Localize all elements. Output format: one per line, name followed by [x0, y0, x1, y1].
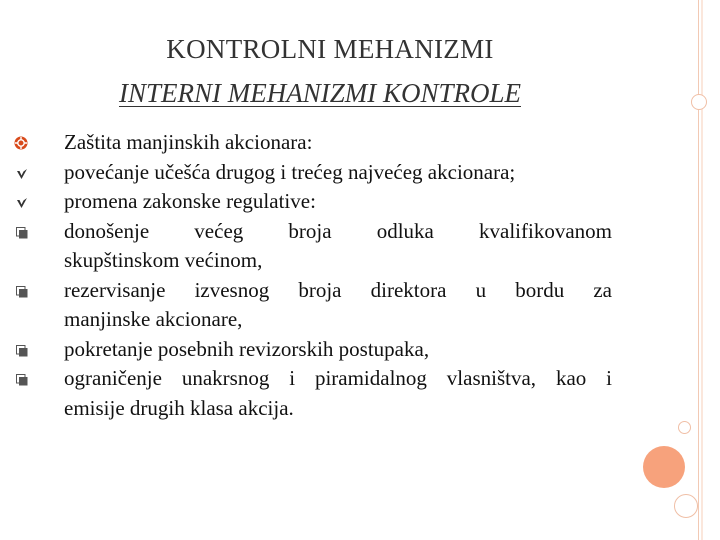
- item-text-line1: donošenje većeg broja odluka kvalifikovanom: [64, 218, 612, 243]
- square-bullet-icon: [14, 364, 64, 394]
- decorative-circle: [643, 446, 685, 488]
- item-text: Zaštita manjinskih akcionara:: [64, 130, 313, 154]
- list-item: [14, 187, 612, 217]
- decorative-side-rule: [698, 0, 700, 540]
- list-item: [14, 276, 612, 335]
- square-bullet-icon: [14, 335, 64, 365]
- item-text-line1: ograničenje unakrsnog i piramidalnog vlasništva, kao i: [64, 366, 612, 390]
- square-bullet-icon: [14, 276, 64, 306]
- item-text-line2: manjinske akcionare,: [64, 307, 243, 331]
- check-bullet-icon: [14, 187, 64, 217]
- circle-bullet-icon: [14, 128, 64, 158]
- list-item: [14, 158, 612, 188]
- square-bullet-icon: [14, 217, 64, 247]
- item-text: promena zakonske regulative:: [64, 189, 316, 213]
- decorative-circle: [691, 94, 707, 110]
- list-item: [14, 128, 612, 158]
- list-item: [14, 217, 612, 276]
- slide-title: KONTROLNI MEHANIZMI: [166, 34, 494, 64]
- decorative-circle: [678, 421, 691, 434]
- item-text-line1: rezervisanje izvesnog broja direktora u bordu za: [64, 277, 612, 302]
- check-bullet-icon: [14, 158, 64, 188]
- decorative-circle: [674, 494, 698, 518]
- slide-subtitle: INTERNI MEHANIZMI KONTROLE: [118, 78, 521, 108]
- bullet-list: [14, 128, 612, 423]
- item-text: povećanje učešća drugog i trećeg najvećeg akcionara;: [64, 159, 516, 184]
- list-item: [14, 364, 612, 423]
- list-item: [14, 335, 612, 365]
- item-text: pokretanje posebnih revizorskih postupaka,: [64, 336, 430, 361]
- item-text-line2: emisije drugih klasa akcija.: [64, 395, 294, 420]
- item-text-line2: skupštinskom većinom,: [64, 248, 263, 272]
- title-block: [0, 32, 660, 110]
